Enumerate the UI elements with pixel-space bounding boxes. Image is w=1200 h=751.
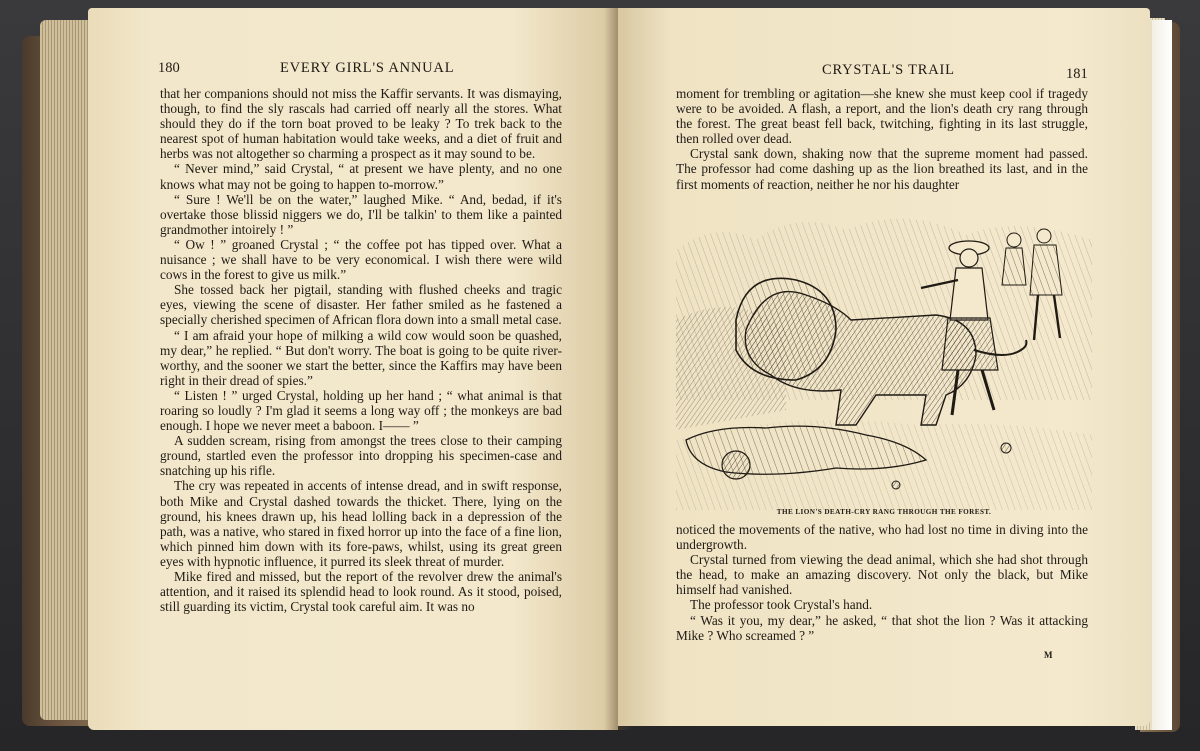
left-body-text [160, 86, 562, 614]
paragraph: “ Never mind,” said Crystal, “ at present we have plenty, and no one knows what may not be going to happen to-morrow.” [160, 161, 562, 192]
paragraph: “ I am afraid your hope of milking a wild cow would soon be quashed, my dear,” he replied. “ But don't worry. The boat is going to be quite river-worthy, and the sooner we start the better, since the Kaffirs may have been right in their dread of spies.” [160, 327, 562, 388]
paragraph: A sudden scream, rising from amongst the trees close to their camping ground, startled even the professor into dropping his specimen-case and snatching up his rifle. [160, 433, 562, 479]
illustration-drawing [676, 210, 1092, 522]
right-page [618, 8, 1150, 726]
paragraph: that her companions should not miss the Kaffir servants. It was dismaying, though, to find the sly rascals had carried off nearly all the stores. What should they do if the torn boat proved to be leaky ? To trek back to the nearest spot of human habitation would take weeks, and a diet of fruit and herbs was not altogether so charming a prospect as it may sound to be. [160, 86, 562, 162]
paragraph: Mike fired and missed, but the report of the revolver drew the animal's attention, and it raised its splendid head to look round. As it stood, poised, still guarding its victim, Crystal took careful aim. It was no [160, 569, 562, 615]
right-body-text-top [676, 86, 1088, 192]
paragraph: moment for trembling or agitation—she knew she must keep cool if tragedy were to be avoided. A flash, a report, and the lion's death cry rang through the forest. The great beast fell back, twitching, fighting in its last struggle, then rolled over dead. [676, 86, 1088, 147]
paragraph: “ Ow ! ” groaned Crystal ; “ the coffee pot has tipped over. What a nuisance ; we shall have to be very economical. I wish there were wild cows in the forest to give us milk.” [160, 236, 562, 283]
right-body-text-bottom [676, 522, 1088, 643]
paragraph: “ Sure ! We'll be on the water,” laughed Mike. “ And, bedad, if it's overtake those blissid niggers we do, I'll be talkin' to them like a painted grandmother intoirely ! ” [160, 191, 562, 237]
paragraph: Crystal sank down, shaking now that the supreme moment had passed. The professor had come dashing up as the lion breathed its last, and in the first moments of reaction, neither he nor his daughter [676, 146, 1088, 192]
lion-illustration [676, 210, 1092, 522]
illustration-caption: THE LION'S DEATH-CRY RANG THROUGH THE FOREST. [776, 508, 992, 516]
paragraph: “ Listen ! ” urged Crystal, holding up her hand ; “ what animal is that roaring so loudly ? I'm glad it seems a long way off ; the monkeys are bad enough. I hope we never meet a baboon. I—— ” [160, 387, 562, 434]
paragraph: She tossed back her pigtail, standing with flushed cheeks and tragic eyes, viewing the scene of disaster. Her father smiled as he fastened a specially cherished specimen of African flora down into a small metal case. [160, 282, 562, 328]
right-page-number: 181 [1066, 66, 1088, 82]
left-page [88, 8, 618, 730]
paragraph: Crystal turned from viewing the dead animal, which she had shot through the head, to make an amazing discovery. Not only the black, but Mike himself had vanished. [676, 552, 1088, 598]
right-running-head: CRYSTAL'S TRAIL [822, 62, 955, 78]
left-page-number: 180 [158, 60, 180, 76]
left-running-head: EVERY GIRL'S ANNUAL [280, 60, 455, 76]
paragraph: noticed the movements of the native, who had lost no time in diving into the undergrowth. [676, 522, 1088, 553]
paragraph: The professor took Crystal's hand. [690, 597, 873, 613]
paragraph: “ Was it you, my dear,” he asked, “ that shot the lion ? Was it attacking Mike ? Who screamed ? ” [676, 612, 1088, 643]
page-edge-highlight [1152, 20, 1172, 730]
paragraph: The cry was repeated in accents of intense dread, and in swift response, both Mike and Crystal dashed towards the thicket. There, lying on the ground, his knees drawn up, his head lolling back in a depression of the path, was a native, who stared in fixed horror up into the face of a fine lion, which pinned him down with its fore-paws, whilst, using its great green eyes with hypnotic influence, it purred its sleek threat of murder. [160, 478, 562, 569]
signature-mark: M [1044, 650, 1053, 660]
